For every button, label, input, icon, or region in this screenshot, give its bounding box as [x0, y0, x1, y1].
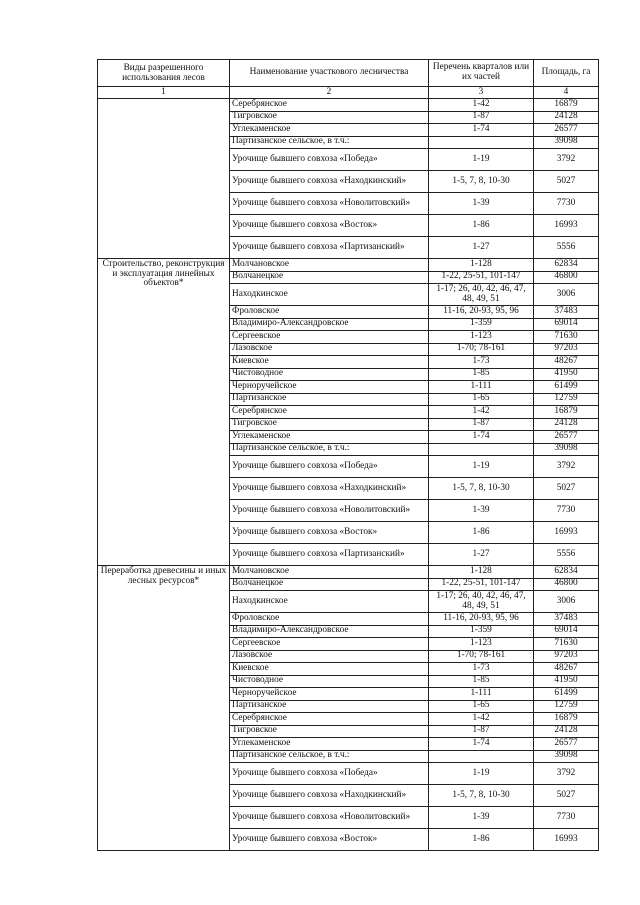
forestry-name-cell: Серебрянское — [230, 99, 429, 112]
forestry-name-cell: Тигровское — [230, 725, 429, 738]
area-cell: 61499 — [534, 688, 599, 701]
quarters-cell: 1-86 — [429, 522, 534, 544]
forestry-name-cell: Урочище бывшего совхоза «Победа» — [230, 763, 429, 785]
quarters-cell — [429, 443, 534, 456]
quarters-cell: 1-359 — [429, 318, 534, 331]
forestry-name-cell: Партизанское сельское, в т.ч.: — [230, 443, 429, 456]
forestry-name-cell: Лазовское — [230, 650, 429, 663]
area-cell: 16879 — [534, 99, 599, 112]
use-type-cell: Переработка древесины и иных лесных ресурсов* — [98, 566, 230, 851]
area-cell: 16993 — [534, 215, 599, 237]
quarters-cell — [429, 136, 534, 149]
area-cell: 5027 — [534, 785, 599, 807]
area-cell: 41950 — [534, 368, 599, 381]
column-number: 3 — [429, 87, 534, 99]
area-cell: 24128 — [534, 418, 599, 431]
quarters-cell: 1-128 — [429, 259, 534, 272]
quarters-cell: 1-86 — [429, 215, 534, 237]
area-cell: 5027 — [534, 478, 599, 500]
table-body — [98, 99, 599, 851]
forestry-name-cell: Чистоводное — [230, 368, 429, 381]
column-number: 1 — [98, 87, 230, 99]
area-cell: 12759 — [534, 700, 599, 713]
forestry-name-cell: Тигровское — [230, 418, 429, 431]
quarters-cell: 1-27 — [429, 544, 534, 566]
quarters-cell: 1-5, 7, 8, 10-30 — [429, 171, 534, 193]
forestry-name-cell: Находкинское — [230, 591, 429, 613]
forestry-name-cell: Сергеевское — [230, 638, 429, 651]
area-cell: 69014 — [534, 318, 599, 331]
area-cell: 62834 — [534, 566, 599, 579]
area-cell: 71630 — [534, 331, 599, 344]
forestry-name-cell: Урочище бывшего совхоза «Восток» — [230, 829, 429, 851]
forestry-name-cell: Урочище бывшего совхоза «Партизанский» — [230, 544, 429, 566]
quarters-cell: 1-19 — [429, 763, 534, 785]
forestry-name-cell: Урочище бывшего совхоза «Находкинский» — [230, 785, 429, 807]
table-row — [98, 259, 599, 272]
area-cell: 26577 — [534, 431, 599, 444]
quarters-cell: 1-42 — [429, 99, 534, 112]
area-cell: 37483 — [534, 306, 599, 319]
forestry-name-cell: Волчанецкое — [230, 578, 429, 591]
forestry-name-cell: Молчановское — [230, 566, 429, 579]
quarters-cell: 1-22, 25-51, 101-147 — [429, 271, 534, 284]
area-cell: 69014 — [534, 625, 599, 638]
forestry-name-cell: Углекаменское — [230, 124, 429, 137]
quarters-cell: 1-39 — [429, 807, 534, 829]
forestry-name-cell: Чистоводное — [230, 675, 429, 688]
table-header-row — [98, 60, 599, 87]
area-cell: 3006 — [534, 284, 599, 306]
quarters-cell: 1-19 — [429, 456, 534, 478]
area-cell: 3792 — [534, 456, 599, 478]
header-quarters: Перечень кварталов или их частей — [429, 60, 534, 87]
forestry-name-cell: Черноручейское — [230, 688, 429, 701]
forestry-name-cell: Фроловское — [230, 306, 429, 319]
forestry-name-cell: Урочище бывшего совхоза «Победа» — [230, 456, 429, 478]
area-cell: 16993 — [534, 522, 599, 544]
quarters-cell: 1-27 — [429, 237, 534, 259]
forestry-name-cell: Владимиро-Александровское — [230, 318, 429, 331]
area-cell: 12759 — [534, 393, 599, 406]
quarters-cell: 11-16, 20-93, 95, 96 — [429, 613, 534, 626]
quarters-cell: 1-65 — [429, 700, 534, 713]
forestry-name-cell: Серебрянское — [230, 713, 429, 726]
forestry-name-cell: Урочище бывшего совхоза «Находкинский» — [230, 478, 429, 500]
area-cell: 26577 — [534, 738, 599, 751]
header-area: Площадь, га — [534, 60, 599, 87]
area-cell: 48267 — [534, 356, 599, 369]
area-cell: 39098 — [534, 136, 599, 149]
forestry-name-cell: Серебрянское — [230, 406, 429, 419]
quarters-cell: 1-85 — [429, 675, 534, 688]
quarters-cell: 1-111 — [429, 381, 534, 394]
quarters-cell: 1-86 — [429, 829, 534, 851]
area-cell: 3792 — [534, 149, 599, 171]
quarters-cell: 1-74 — [429, 431, 534, 444]
forestry-name-cell: Углекаменское — [230, 431, 429, 444]
column-number: 2 — [230, 87, 429, 99]
area-cell: 48267 — [534, 663, 599, 676]
forestry-name-cell: Находкинское — [230, 284, 429, 306]
area-cell: 3006 — [534, 591, 599, 613]
quarters-cell: 1-65 — [429, 393, 534, 406]
quarters-cell: 1-39 — [429, 193, 534, 215]
forest-use-table — [97, 59, 599, 851]
quarters-cell: 1-73 — [429, 356, 534, 369]
quarters-cell: 1-87 — [429, 111, 534, 124]
forestry-name-cell: Углекаменское — [230, 738, 429, 751]
area-cell: 5556 — [534, 237, 599, 259]
area-cell: 41950 — [534, 675, 599, 688]
quarters-cell: 1-85 — [429, 368, 534, 381]
forestry-name-cell: Урочище бывшего совхоза «Новолитовский» — [230, 500, 429, 522]
area-cell: 46800 — [534, 271, 599, 284]
forestry-name-cell: Киевское — [230, 356, 429, 369]
quarters-cell: 1-5, 7, 8, 10-30 — [429, 785, 534, 807]
use-type-cell — [98, 99, 230, 259]
forestry-name-cell: Киевское — [230, 663, 429, 676]
quarters-cell: 1-74 — [429, 124, 534, 137]
area-cell: 7730 — [534, 193, 599, 215]
quarters-cell: 1-73 — [429, 663, 534, 676]
forestry-name-cell: Урочище бывшего совхоза «Партизанский» — [230, 237, 429, 259]
area-cell: 46800 — [534, 578, 599, 591]
forestry-name-cell: Урочище бывшего совхоза «Восток» — [230, 522, 429, 544]
area-cell: 7730 — [534, 500, 599, 522]
forestry-name-cell: Партизанское сельское, в т.ч.: — [230, 750, 429, 763]
area-cell: 3792 — [534, 763, 599, 785]
header-use-type: Виды разрешенного использования лесов — [98, 60, 230, 87]
quarters-cell — [429, 750, 534, 763]
area-cell: 5027 — [534, 171, 599, 193]
quarters-cell: 1-128 — [429, 566, 534, 579]
forestry-name-cell: Черноручейское — [230, 381, 429, 394]
table-row — [98, 566, 599, 579]
quarters-cell: 1-42 — [429, 713, 534, 726]
area-cell: 16879 — [534, 713, 599, 726]
area-cell: 97203 — [534, 343, 599, 356]
quarters-cell: 1-5, 7, 8, 10-30 — [429, 478, 534, 500]
area-cell: 39098 — [534, 443, 599, 456]
forestry-name-cell: Фроловское — [230, 613, 429, 626]
area-cell: 37483 — [534, 613, 599, 626]
quarters-cell: 1-39 — [429, 500, 534, 522]
quarters-cell: 1-359 — [429, 625, 534, 638]
forestry-name-cell: Тигровское — [230, 111, 429, 124]
area-cell: 7730 — [534, 807, 599, 829]
quarters-cell: 1-87 — [429, 418, 534, 431]
area-cell: 61499 — [534, 381, 599, 394]
area-cell: 16993 — [534, 829, 599, 851]
quarters-cell: 1-19 — [429, 149, 534, 171]
quarters-cell: 11-16, 20-93, 95, 96 — [429, 306, 534, 319]
area-cell: 24128 — [534, 725, 599, 738]
area-cell: 16879 — [534, 406, 599, 419]
forestry-name-cell: Урочище бывшего совхоза «Победа» — [230, 149, 429, 171]
quarters-cell: 1-87 — [429, 725, 534, 738]
forestry-name-cell: Молчановское — [230, 259, 429, 272]
forestry-name-cell: Сергеевское — [230, 331, 429, 344]
area-cell: 62834 — [534, 259, 599, 272]
forestry-name-cell: Партизанское — [230, 700, 429, 713]
header-forestry-name: Наименование участкового лесничества — [230, 60, 429, 87]
forestry-name-cell: Урочище бывшего совхоза «Новолитовский» — [230, 807, 429, 829]
area-cell: 39098 — [534, 750, 599, 763]
forestry-name-cell: Волчанецкое — [230, 271, 429, 284]
quarters-cell: 1-22, 25-51, 101-147 — [429, 578, 534, 591]
quarters-cell: 1-70; 78-161 — [429, 343, 534, 356]
quarters-cell: 1-123 — [429, 331, 534, 344]
forestry-name-cell: Лазовское — [230, 343, 429, 356]
area-cell: 26577 — [534, 124, 599, 137]
forestry-name-cell: Урочище бывшего совхоза «Восток» — [230, 215, 429, 237]
document-page — [97, 59, 599, 851]
column-number-row — [98, 87, 599, 99]
use-type-cell: Строительство, реконструкция и эксплуатация линейных объектов* — [98, 259, 230, 566]
quarters-cell: 1-70; 78-161 — [429, 650, 534, 663]
area-cell: 24128 — [534, 111, 599, 124]
quarters-cell: 1-74 — [429, 738, 534, 751]
area-cell: 71630 — [534, 638, 599, 651]
forestry-name-cell: Партизанское сельское, в т.ч.: — [230, 136, 429, 149]
quarters-cell: 1-123 — [429, 638, 534, 651]
table-row — [98, 99, 599, 112]
forestry-name-cell: Урочище бывшего совхоза «Новолитовский» — [230, 193, 429, 215]
forestry-name-cell: Партизанское — [230, 393, 429, 406]
quarters-cell: 1-17; 26, 40, 42, 46, 47, 48, 49, 51 — [429, 591, 534, 613]
column-number: 4 — [534, 87, 599, 99]
quarters-cell: 1-111 — [429, 688, 534, 701]
area-cell: 5556 — [534, 544, 599, 566]
quarters-cell: 1-42 — [429, 406, 534, 419]
area-cell: 97203 — [534, 650, 599, 663]
quarters-cell: 1-17; 26, 40, 42, 46, 47, 48, 49, 51 — [429, 284, 534, 306]
forestry-name-cell: Владимиро-Александровское — [230, 625, 429, 638]
forestry-name-cell: Урочище бывшего совхоза «Находкинский» — [230, 171, 429, 193]
